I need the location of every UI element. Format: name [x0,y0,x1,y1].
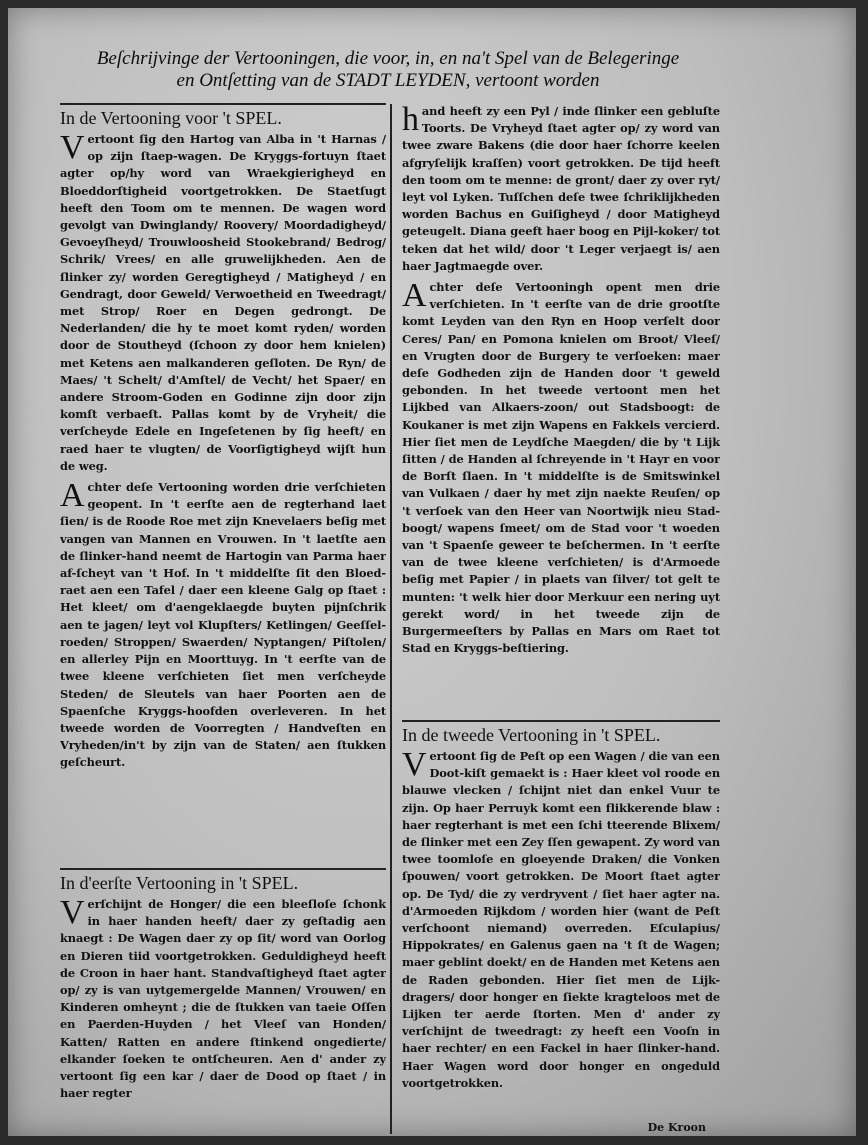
column-divider [390,104,392,1134]
section-voor-spel [60,103,386,776]
section-paragraph: Vertoont ſig de Peſt op een Wagen / die van een Doot-kiſt gemaekt is : Haer kleet vol roode en blauwe vlecken / ſchijnt niet dan enkel Vuur te zijn. Op haer Perruyk komt een flikkerende blaw : haer regterhant is met een ſchi tteerende Blixem/ de ſlinker met een Zey ſſen gewapent. Zy word van twee toomloſe en gloeyende Draken/ die Vonken ſpouwen/ voort getrokken. De Moort ſtaet agter op. De Tyd/ die zy verdryvent / ſiet haer agter na. d'Armoeden Rijkdom / worden hier (want de Peſt verſchoont niemand) overreden. Eſculapius/ Hippokrates/ en Galenus gaen na 't ſt de Wagen; maer geblint doekt/ en de Handen met Ketens aen de Raden gebonden. Hier ſiet men de Lijk-dragers/ door honger en ſiekte kragteloos met de Lijken ter aerde ſtorten. Men d' ander zy verſchijnt de tweedragt: zy heeft een Vooſn in haer rechter/ en een Fackel in haer ſlinker-hand. Haer Wagen word door honger en ongeduld voortgetrokken. [402,746,720,1090]
section-heading: In de Vertooning voor 't SPEL. [60,103,386,129]
document-title [48,48,728,92]
catchword: De Kroon [647,1121,706,1134]
section-paragraph: hand heeft zy een Pyl / inde ſlinker een gebluſte Toorts. De Vryheyd ſtaet agter op/ zy word van twee zware Bakens (die door haer ſchorre keelen afgryſelijk kraſſen) voort getrokken. De tijd heeft den toom om te menne: de gront/ daer zy over ryt/ leyt vol Lyken. Tuſſchen deſe twee ſchriklijkheden worden Bachus en Guiſigheyd / door Matigheyd geteugelt. Diana geeft haer boog en Pijl-koker/ tot teken dat het wild/ door 't Leger verjaegt is/ aen haer Jagtmaegde over. [402,103,720,273]
section-eerste-vertooning [60,868,386,1106]
section-paragraph: Vertoont ſig den Hartog van Alba in 't Harnas / op zijn ſtaep-wagen. De Kryggs-fortuyn ſtaet agter op/hy word van Wraekgierigheyd en Bloeddorſtigheid voortgetrokken. De Staetſugt heeft den Toom om te mennen. De wagen word gevolgt van Dwinglandy/ Roovery/ Moordadigheyd/ Gevoeyſheyd/ Trouwloosheid Stookebrand/ Bedrog/ Schrik/ Vrees/ en alle gruwelijkheden. Aen de ſlinker zy/ worden Geregtigheyd / Matigheyd / en Gendragt, door Geweld/ Verwoetheid en Tweedragt/ met Strop/ Roer en Degen gedrongt. De Nederlanden/ die hy te moet komt ryden/ worden door de Stoutheyd (ſchoon zy door hem knielen) met Ketens aen malkanderen geſloten. De Ryn/ de Maes/ 't Schelt/ d'Amſtel/ de Vecht/ het Spaer/ en andere Stroom-Goden en Godinne zijn door zijn komſt verbaeſt. Pallas komt by de Vryheit/ die verſcheyde Edele en Ingeſetenen by ſig heeft/ en raed haer te vlugten/ de Voorſigtigheyd wijſt hun de weg. [60,129,386,473]
title-line-2: en Ontſetting van de STADT LEYDEN, vertoont worden [176,70,600,91]
title-line-1: Beſchrijvinge der Vertooningen, die voor, in, en na't Spel van de Belegeringe [96,48,680,69]
document-page [8,8,856,1136]
section-paragraph: Achter deſe Vertooningh opent men drie verſchieten. In 't eerſte van de drie grootſte komt Leyden van den Ryn en Hoop verſelt door Ceres/ Pan/ en Pomona knielen om Broot/ Vleeſ/ en Vrugten door de Burgery te verſoeken: maer deſe Godheden zijn de Handen door 't geweld gebonden. In het tweede vertoont men het Lijkbed van Alkaers-zoon/ out Stadsboogt: de Koukaner is met zijn Wapens en Fakkels vercierd. Hier ſiet men de Leydſche Maegden/ die by 't Lijk ſitten / de Handen al ſchreyende in 't Hayr en voor de Borſt ſlaen. In 't middelſte is de Smitswinkel van Vulkaen / daer hy met zijn naekte Reuſen/ op 't verſoek van den Heer van Noortwijk nieu Stad-boogt/ wapens ſmeet/ om de Stad voor 't woeden van 't Spaenſe geweer te beſchermen. In 't eerſte van de twee kleene verſchieten/ is d'Armoede beſig met Papier / in plaets van ſilver/ tot gelt te munten: 't welk hier door Merkuur een nering uyt gerekt word/ in het tweede zijn de Burgermeeſters by Pallas en Mars om Raet tot Stad en Kryggs-beſtiering. [402,277,720,656]
section-tweede-vertooning [402,720,720,1096]
section-heading: In de tweede Vertooning in 't SPEL. [402,720,720,746]
section-heading: In d'eerſte Vertooning in 't SPEL. [60,868,386,894]
section-paragraph: Achter deſe Vertooning worden drie verſchieten geopent. In 't eerſte aen de regterhand laet ſien/ is de Roode Roe met zijn Knevelaers beſig met vangen van Mannen en Vrouwen. In 't laetſte aen de ſlinker-hand neemt de Hartogin van Parma haer af-ſcheyt van 't Hof. In 't middelſte ſit den Bloed-raet aen een Tafel / daer een kleene Galg op ſtaet : Het kleet/ om d'aengeklaegde buyten pijnſchrik aen te jagen/ leyt vol Klupſters/ Ketlingen/ Geeſſel-roeden/ Stroppen/ Swaerden/ Nyptangen/ Piſtolen/ en allerley Pijn en Moorttuyg. In 't eerſte van de twee kleene verſchieten ſiet men verſcheyde Steden/ de Sleutels van haer Poorten aen de Spaenſche Kryggs-hoofden overleveren. In het tweede worden de Voorregten / Handveſten en Vryheden/in't by zijn van de Staten/ aen ſtukken geſcheurt. [60,477,386,770]
section-continued [402,103,720,662]
section-paragraph: Verſchijnt de Honger/ die een bleeſloſe ſchonk in haer handen heeft/ daer zy geſtadig aen knaegt : De Wagen daer zy op ſit/ word van Oorlog en Dieren tiid voortgetrokken. Geduldigheyd heeft de Croon in haer hant. Standvaſtigheyd ſtaet agter op/ zy is van uytgemergelde Mannen/ Vrouwen/ en Kinderen omheynt ; die de ſtukken van taeie Oſſen en Paerden-Huyden / het Vleeſ van Honden/ Katten/ Ratten en andere ſtinkend ongedierte/ elkander ſoeken te ontſcheuren. Aen d' ander zy vertoont ſig een kar / daer de Dood op ſtaet / in haer regter [60,894,386,1101]
